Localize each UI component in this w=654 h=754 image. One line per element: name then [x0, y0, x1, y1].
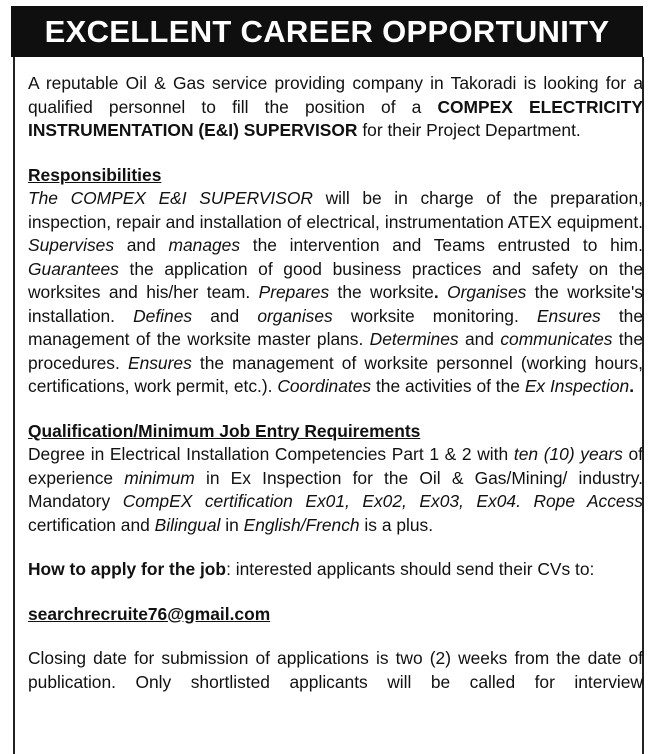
qual-text: certification and: [28, 514, 155, 535]
resp-text: Ensures: [536, 305, 601, 326]
responsibilities-paragraph: [28, 187, 643, 399]
advert-body: [28, 72, 643, 694]
resp-text: organises: [257, 305, 333, 326]
resp-text: Supervises: [28, 235, 115, 255]
qualification-heading: Qualification/Minimum Job Entry Requirements: [28, 420, 421, 441]
intro-tail: for their Project Department.: [357, 120, 581, 140]
qual-text: in: [220, 514, 244, 535]
resp-text: and: [192, 305, 258, 326]
apply-text: : interested applicants should send their CVs to:: [226, 559, 595, 579]
resp-text: .: [629, 376, 635, 396]
resp-text: .: [433, 282, 439, 302]
qualification-paragraph: [28, 443, 643, 537]
intro-lead: A reputable Oil & Gas service providing company in Takoradi is looking for a qualified personnel to fill the position of a: [28, 73, 643, 117]
resp-text: Determines: [369, 329, 459, 349]
resp-text: the management of the worksite master plans.: [28, 305, 643, 349]
resp-text: The COMPEX E&I SUPERVISOR: [28, 188, 313, 208]
resp-text: the management of worksite personnel (working hours, certifications, work permit, etc.).: [28, 352, 643, 396]
qual-text: Bilingual: [154, 514, 221, 535]
resp-text: the application of good business practices and safety on the worksites and his/her team.: [28, 258, 643, 302]
resp-text: Coordinates: [277, 376, 372, 396]
resp-text: Defines: [133, 305, 193, 326]
resp-text: the worksite: [329, 282, 434, 302]
resp-text: Ensures: [127, 352, 192, 373]
resp-text: Guarantees: [28, 258, 119, 279]
qual-text: English/French: [243, 514, 360, 535]
qual-text: in Ex Inspection for the Oil & Gas/Mining/ industry. Mandatory: [28, 467, 643, 511]
resp-text: the procedures.: [28, 329, 643, 373]
resp-text: Ex Inspection: [524, 376, 630, 396]
resp-text: Organises: [447, 282, 527, 302]
qual-text: minimum: [124, 467, 195, 488]
advert-title-banner: [11, 6, 643, 57]
advert-title: EXCELLENT CAREER OPPORTUNITY: [44, 13, 610, 49]
resp-text: the activities of the: [371, 376, 525, 396]
resp-text: worksite monitoring.: [332, 305, 537, 326]
qual-text: Degree in Electrical Installation Competencies Part 1 & 2 with: [28, 444, 514, 464]
resp-text: the intervention and Teams entrusted to him.: [240, 235, 643, 255]
resp-text: will be in charge of the preparation, inspection, repair and installation of electrical, instrumentation ATEX equipment.: [28, 188, 643, 232]
resp-text: the worksite's installation.: [28, 282, 643, 326]
closing-paragraph: Closing date for submission of applications is two (2) weeks from the date of publication. Only shortlisted applicants will be called for interview: [28, 648, 643, 692]
qual-text: of experience: [28, 444, 643, 488]
resp-text: and: [458, 329, 501, 349]
apply-paragraph: [28, 558, 643, 582]
intro-paragraph: [28, 72, 643, 143]
qual-text: CompEX certification Ex01, Ex02, Ex03, Ex04. Rope Access: [122, 491, 643, 511]
contact-email-link[interactable]: searchrecruite76@gmail.com: [28, 603, 271, 624]
resp-text: Prepares: [258, 282, 330, 302]
apply-label: How to apply for the job: [28, 559, 227, 579]
resp-text: and: [114, 235, 169, 255]
qual-text: ten (10) years: [513, 444, 623, 464]
qual-text: is a plus.: [359, 514, 434, 535]
contact-email[interactable]: [28, 603, 643, 627]
position-title: COMPEX ELECTRICITY INSTRUMENTATION (E&I) SUPERVISOR: [28, 96, 643, 140]
resp-text: manages: [168, 235, 241, 255]
responsibilities-heading: Responsibilities: [28, 164, 162, 185]
resp-text: communicates: [500, 329, 613, 349]
